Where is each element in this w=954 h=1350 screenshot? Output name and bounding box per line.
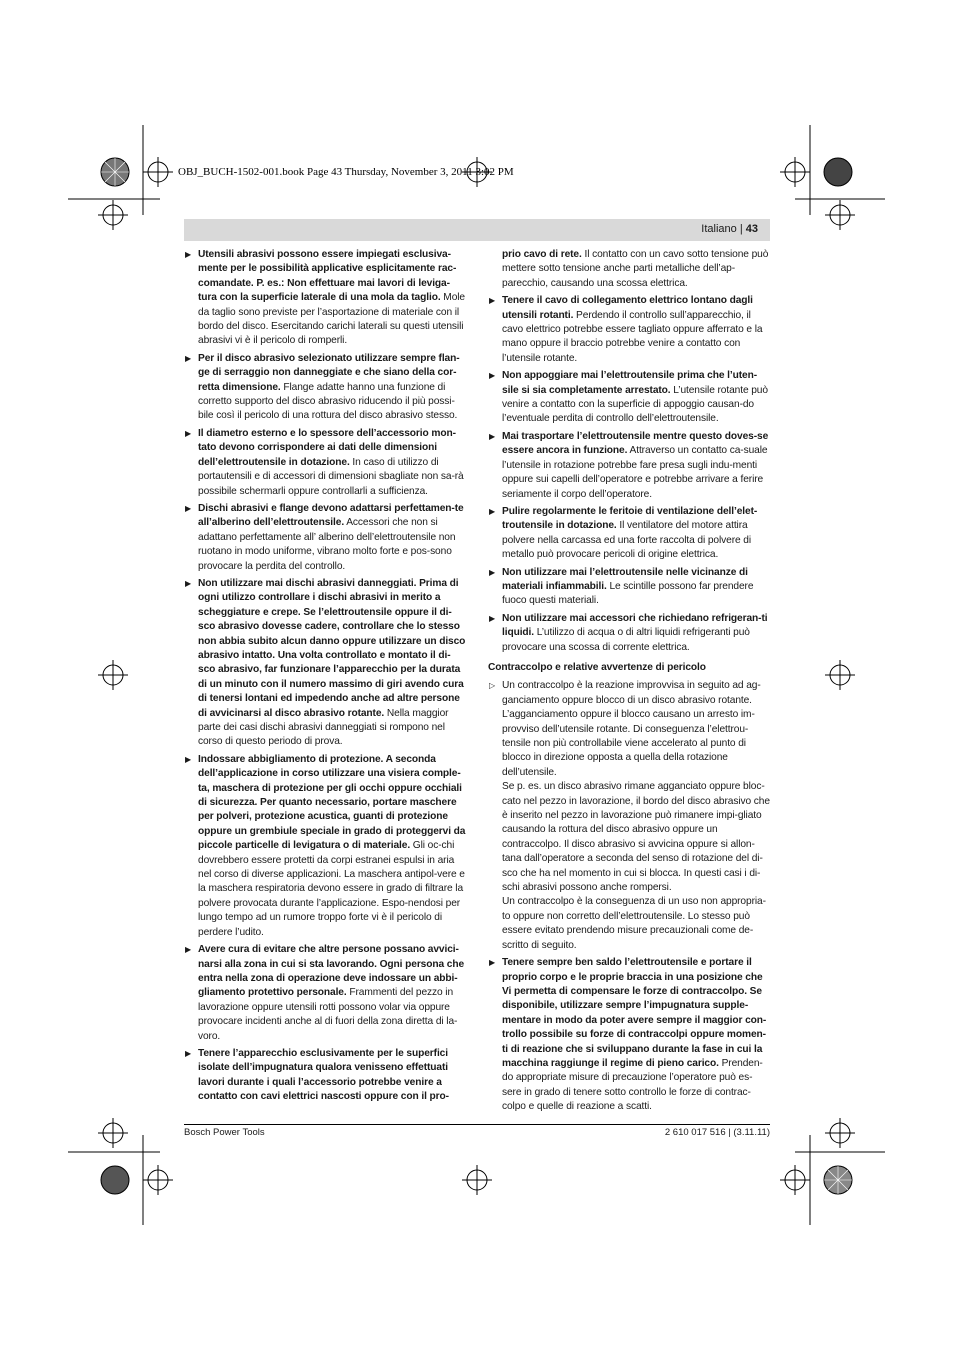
bullet-arrow-icon: ▶ bbox=[489, 613, 496, 623]
list-item: ▶ Tenere sempre ben saldo l’elettroutensile e portare il proprio corpo e le proprie braccia in una posizione che Vi permetta di compensare le forze di contraccolpo. Se disponibile, utilizzare sempre l’impugnatura supple-mentare in modo da poter avere sempre il maggior con-trollo possibile su forze di contraccolpi oppure momen-ti di reazione che si sviluppano durante la fase in cui la macchina raggiunge il regime di pieno carico. Prenden-do appropriate misure di precauzione l’operatore può es-sere in grado di tenere sotto controllo le forze di contrac-colpo e quelle di reazione a scatti. bbox=[489, 957, 767, 1113]
list-item: ▶ Pulire regolarmente le feritoie di ventilazione dell’elet-troutensile in dotazione. Il ventilatore del motore attira polvere nella carcassa ed una forte raccolta di polvere di metallo può provocare pericoli di origine elettrica. bbox=[489, 505, 758, 561]
kickback-paragraph: Se p. es. un disco abrasivo rimane agganciato oppure bloc-cato nel pezzo in lavorazione, il bordo del disco abrasivo che è inserito nel pezzo in lavorazione può rimanere impi-gliato causando la rottura del disco abrasivo oppure un contraccolpo. Il disco abrasivo si avvicina oppure si allon-tana dall’operatore a seconda del senso di rotazione del di-sco che ha nel momento in cui si blocca. In questi casi i di-schi abrasivi possono anche rompersi. bbox=[502, 781, 770, 894]
kickback-paragraph: ▷ Un contraccolpo è la reazione improvvisa in seguito ad ag-ganciamento oppure blocco di un disco abrasivo rotante. L’agganciamento oppure il blocco causano un arresto im-provviso dell’utensile rotante. Di conseguenza l’elettrou-tensile non più controllabile viene accelerato al punto di blocco in direzione opposta a quella della rotazione dell’utensile. bbox=[489, 680, 761, 778]
list-item: ▶ Utensili abrasivi possono essere impiegati esclusiva-mente per le possibilità applicative esplicitamente rac-comandate. P. es.: Non effettuare mai lavori di leviga-tura con la superficie laterale di una mola da taglio. Mole da taglio sono previste per l’asportazione di materiale con il bordo del disco. Esercitando carichi laterali su questi utensili abrasivi vi è il pericolo di romperli. bbox=[185, 249, 465, 347]
left-column bbox=[184, 248, 466, 1108]
page-separator: | bbox=[736, 223, 746, 235]
bullet-arrow-icon: ▶ bbox=[185, 250, 192, 259]
bullet-arrow-icon: ▶ bbox=[489, 567, 496, 577]
list-item-continuation: prio cavo di rete. Il contatto con un cavo sotto tensione può mettere sotto tensione anche parti metalliche dell’ap-parecchio, causando una scossa elettrica. bbox=[502, 249, 769, 289]
list-item: ▶ Indossare abbigliamento di protezione. A seconda dell’applicazione in corso utilizzare una visiera comple-ta, maschera di protezione per gli occhi oppure occhiali di sicurezza. Per quanto necessario, portare maschere per polveri, protezione acustica, guanti di protezione oppure un grembiule speciale in grado di proteggervi da piccole particelle di levigatura o di materiale. Gli oc-chi dovrebbero essere protetti da corpi estranei espulsi in aria nel corso di diverse applicazioni. La maschera antipol-vere e la maschera respiratoria devono essere in grado di filtrare la polvere provocata durante l’applicazione. Espo-nendosi per lungo tempo ad un rumore troppo forte vi è il pericolo di perdere l’udito. bbox=[185, 753, 466, 938]
list-item: ▶ Tenere il cavo di collegamento elettrico lontano dagli utensili rotanti. Perdendo il controllo sull’apparecchio, il cavo elettrico potrebbe essere tagliato oppure afferrato e la mano oppure il braccio potrebbe venire a contatto con l’utensile rotante. bbox=[489, 295, 763, 364]
page-footer bbox=[184, 1124, 770, 1138]
list-item: ▶ Mai trasportare l’elettroutensile mentre questo doves-se essere ancora in funzione. Attraverso un contatto ca-suale l’utensile in rotazione potrebbe fare presa sugli indu-menti oppure sui capelli dell’operatore e potrebbe arrivare a ferire seriamente il corpo dell’operatore. bbox=[489, 430, 769, 500]
language-label: Italiano bbox=[701, 223, 737, 235]
page-number: 43 bbox=[745, 223, 758, 235]
bullet-arrow-icon: ▶ bbox=[489, 506, 496, 516]
bullet-arrow-icon: ▶ bbox=[185, 754, 192, 764]
bullet-arrow-icon: ▷ bbox=[489, 681, 496, 691]
section-heading: Contraccolpo e relative avvertenze di pericolo bbox=[488, 661, 706, 673]
right-column bbox=[488, 248, 770, 1118]
list-item: ▶ Per il disco abrasivo selezionato utilizzare sempre flan-ge di serraggio non danneggiate e che siano della cor-retta dimensione. Flange adatte hanno una funzione di corretto supporto del disco abrasivo riducendo il più possi-bile così il pericolo di una rottura del disco abrasivo stesso. bbox=[185, 352, 460, 422]
bullet-arrow-icon: ▶ bbox=[185, 1048, 192, 1058]
list-item: ▶ Non utilizzare mai l’elettroutensile nelle vicinanze di materiali infiammabili. Le scintille possono far prendere fuoco questi materiali. bbox=[489, 566, 754, 607]
list-item: ▶ Il diametro esterno e lo spessore dell’accessorio mon-tato devono corrispondere ai dati delle dimensioni dell’elettroutensile in dotazione. In caso di utilizzo di portautensili e di accessori di dimensioni sbagliate non sa-rà possibile schermarli oppure controllarli a sufficienza. bbox=[185, 427, 464, 497]
bullet-arrow-icon: ▶ bbox=[185, 353, 192, 363]
list-item: ▶ Non utilizzare mai accessori che richiedano refrigeran-ti liquidi. L’utilizzo di acqua o di altri liquidi refrigeranti può provocare una scossa di corrente elettrica. bbox=[489, 612, 768, 653]
bullet-arrow-icon: ▶ bbox=[185, 945, 192, 955]
page-header-bar bbox=[184, 219, 770, 241]
bullet-arrow-icon: ▶ bbox=[489, 296, 496, 306]
list-item: ▶ Dischi abrasivi e flange devono adattarsi perfettamen-te all’alberino dell’elettroutensile. Accessori che non si adattano perfettamente all’ alberino dell’elettroutensile non ruotano in modo uniforme, vibrano molto forte e pos-sono provocare la perdita del controllo. bbox=[185, 502, 464, 572]
kickback-paragraph: Un contraccolpo è la conseguenza di un uso non appropria-to oppure non corretto dell’elettroutensile. Lo stesso può essere evitato prendendo misure precauzionali come de-scritto di seguito. bbox=[502, 896, 766, 951]
document-code: 2 610 017 516 | (3.11.11) bbox=[664, 1127, 770, 1138]
print-file-header: OBJ_BUCH-1502-001.book Page 43 Thursday, November 3, 2011 3:02 PM bbox=[178, 166, 514, 178]
publisher: Bosch Power Tools bbox=[184, 1127, 265, 1138]
list-item: ▶ Avere cura di evitare che altre persone possano avvici-narsi alla zona in cui si sta lavorando. Ogni persona che entra nella zona di operazione deve indossare un abbi-gliamento protettivo personale. Frammenti del pezzo in lavorazione oppure utensili rotti possono volar via oppure provocare incidenti anche al di fuori della zona diretta di la-voro. bbox=[185, 944, 465, 1042]
bullet-arrow-icon: ▶ bbox=[185, 578, 192, 588]
list-item: ▶ Non utilizzare mai dischi abrasivi danneggiati. Prima di ogni utilizzo controllare i dischi abrasivi in merito a scheggiature e crepe. Se l’elettroutensile oppure il di-sco abrasivo dovesse cadere, controllare che lo stesso non abbia subito alcun danno oppure utilizzare un disco abrasivo intatto. Una volta controllato e montato il di-sco abrasivo, far funzionare l’apparecchio per la durata di un minuto con il numero massimo di giri avendo cura di tenersi lontani ed impedendo anche ad altre persone di avvicinarsi al disco abrasivo rotante. Nella maggior parte dei casi dischi abrasivi danneggiati si rompono nel corso di questo periodo di prova. bbox=[185, 577, 466, 748]
bullet-arrow-icon: ▶ bbox=[489, 431, 496, 441]
list-item: ▶ Non appoggiare mai l’elettroutensile prima che l’uten-sile si sia completamente arrestato. L’utensile rotante può venire a contatto con la superficie di appoggio causan-do l’eventuale perdita di controllo dell’elettroutensile. bbox=[489, 370, 768, 425]
bullet-arrow-icon: ▶ bbox=[185, 503, 192, 513]
page-label bbox=[701, 223, 758, 235]
bullet-arrow-icon: ▶ bbox=[489, 958, 496, 968]
bullet-arrow-icon: ▶ bbox=[489, 371, 496, 381]
list-item: ▶ Tenere l’apparecchio esclusivamente per le superfici isolate dell’impugnatura qualora venisseno effettuati lavori durante i quali l’accessorio potrebbe venire a contatto con cavi elettrici nascosti oppure con il pro- bbox=[185, 1047, 449, 1103]
bullet-arrow-icon: ▶ bbox=[185, 428, 192, 438]
